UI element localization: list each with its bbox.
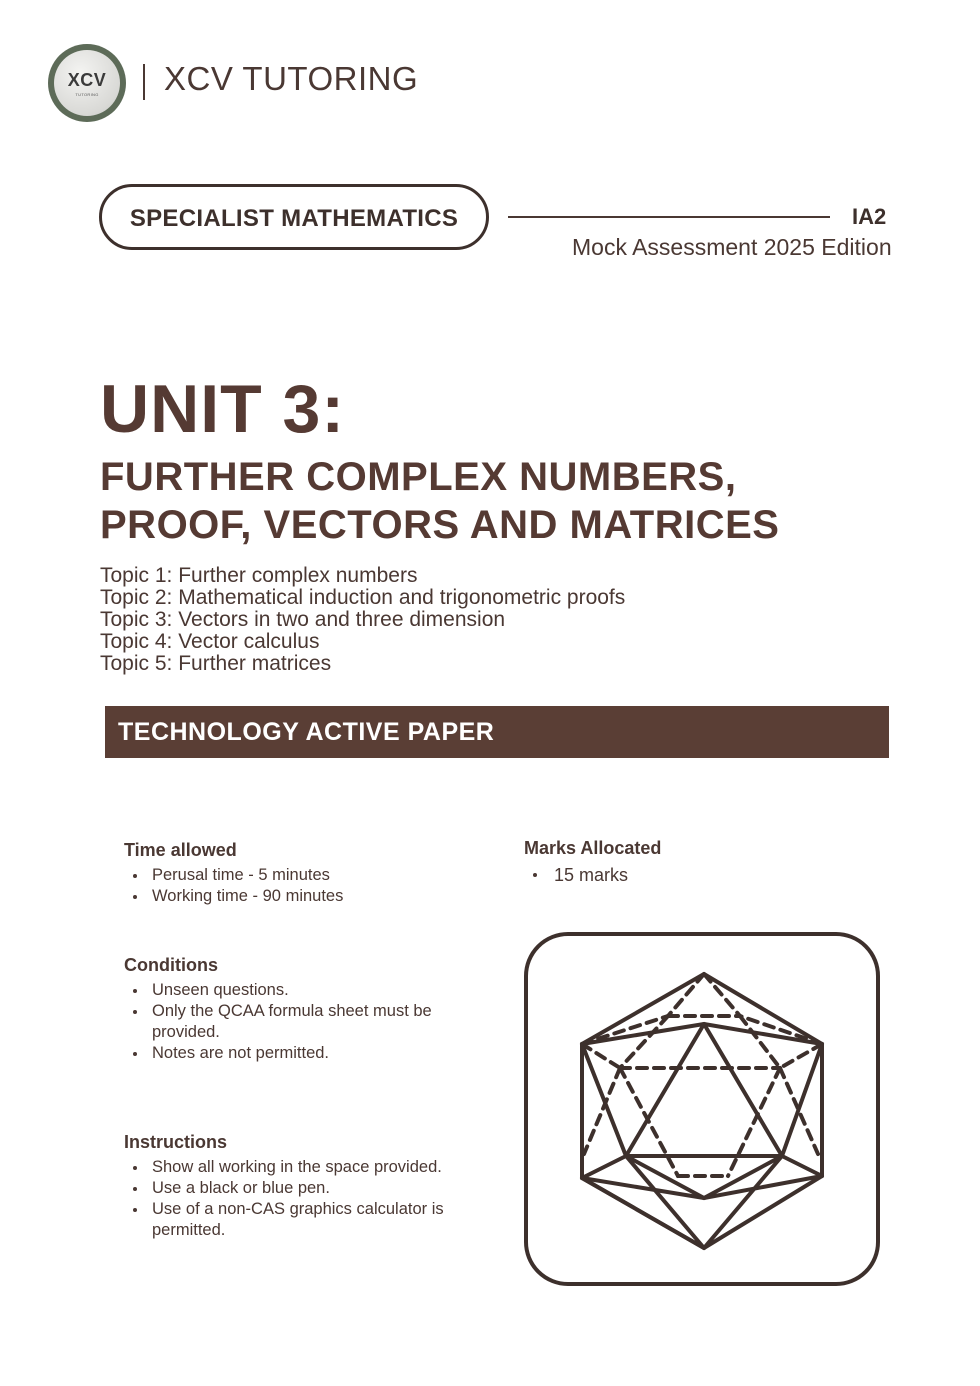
marks-allocated-list: [524, 863, 864, 887]
list-item: Notes are not permitted.: [124, 1043, 504, 1064]
list-item: Only the QCAA formula sheet must be provided.: [124, 1001, 504, 1043]
conditions-heading: Conditions: [124, 955, 218, 975]
list-item: Use of a non-CAS graphics calculator is permitted.: [124, 1199, 504, 1241]
list-item: Perusal time - 5 minutes: [124, 865, 504, 886]
icosahedron-illustration: [524, 932, 880, 1286]
paper-type-label: TECHNOLOGY ACTIVE PAPER: [118, 718, 495, 746]
header-rule: [508, 216, 830, 218]
subject-pill: [99, 184, 489, 250]
marks-allocated-heading: Marks Allocated: [524, 838, 662, 858]
topic-item: Topic 1: Further complex numbers: [100, 564, 418, 587]
list-item: Use a black or blue pen.: [124, 1178, 504, 1199]
unit-subtitle-line2: PROOF, VECTORS AND MATRICES: [100, 503, 780, 547]
brand-name: XCV TUTORING: [164, 60, 419, 97]
list-item: Unseen questions.: [124, 980, 504, 1001]
conditions-section: [124, 955, 504, 1064]
topic-item: Topic 2: Mathematical induction and trigonometric proofs: [100, 586, 626, 609]
paper-type-banner: [105, 706, 889, 758]
time-allowed-section: [124, 840, 504, 907]
brand-separator: [143, 64, 145, 100]
unit-title: UNIT 3:: [100, 371, 345, 447]
edition-label: Mock Assessment 2025 Edition: [572, 234, 892, 260]
instructions-section: [124, 1132, 504, 1241]
logo-badge: [54, 50, 120, 116]
icosahedron-icon: [528, 936, 876, 1282]
assessment-code: IA2: [852, 204, 887, 229]
topic-item: Topic 4: Vector calculus: [100, 630, 320, 653]
time-allowed-heading: Time allowed: [124, 840, 237, 860]
list-item: Working time - 90 minutes: [124, 886, 504, 907]
unit-subtitle-line1: FURTHER COMPLEX NUMBERS,: [100, 455, 737, 499]
list-item: Show all working in the space provided.: [124, 1157, 504, 1178]
instructions-list: [124, 1157, 504, 1241]
logo-subtext: TUTORING: [75, 92, 99, 97]
topic-item: Topic 5: Further matrices: [100, 652, 332, 675]
time-allowed-list: [124, 865, 504, 907]
topic-item: Topic 3: Vectors in two and three dimension: [100, 608, 506, 631]
subject-name: SPECIALIST MATHEMATICS: [129, 205, 459, 232]
list-item: 15 marks: [524, 863, 864, 887]
logo: [48, 44, 126, 122]
logo-text: XCV: [67, 70, 107, 90]
conditions-list: [124, 980, 504, 1064]
marks-allocated-section: [524, 838, 864, 887]
topic-list: [100, 565, 625, 675]
instructions-heading: Instructions: [124, 1132, 228, 1152]
